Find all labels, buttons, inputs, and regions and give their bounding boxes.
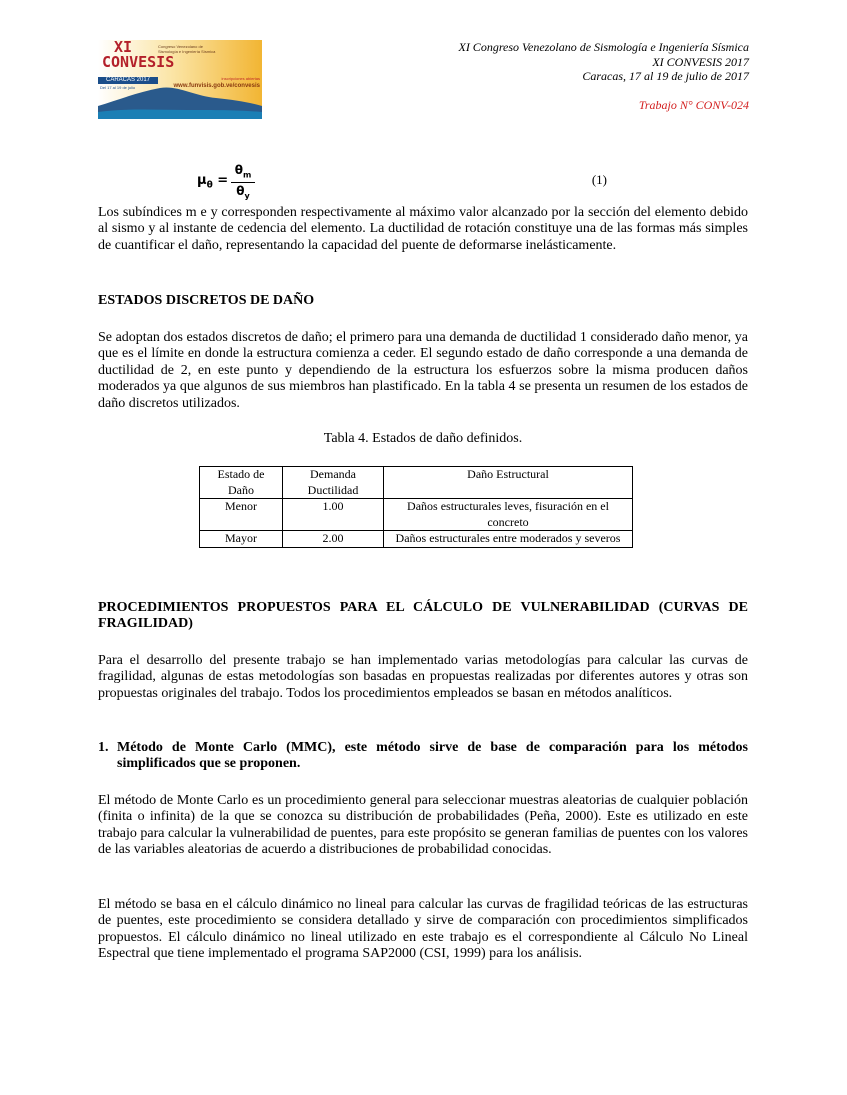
table-header-cell: Demanda Ductilidad xyxy=(283,467,384,499)
paragraph-subindices: Los subíndices m e y corresponden respectivamente al máximo valor alcanzado por la sección del elemento debido al sismo y al instante de cedencia del elemento. La ductilidad de rotación constituye una de las formas más simples de cuantificar el daño, representando la capacidad del puente de deformarse inelásticamente. xyxy=(98,205,748,253)
equation-equals: = xyxy=(217,173,229,188)
equation-number: (1) xyxy=(591,172,607,187)
section-heading-estados: ESTADOS DISCRETOS DE DAÑO xyxy=(98,293,315,308)
equation-denominator-subscript: y xyxy=(244,191,250,201)
equation-lhs-subscript: θ xyxy=(206,180,213,191)
table-header-row xyxy=(200,467,633,499)
convesis-logo xyxy=(98,40,262,119)
table-cell: Daños estructurales leves, fisuración en el concreto xyxy=(384,499,633,531)
equation-numerator-subscript: m xyxy=(242,170,252,180)
congress-place-date: Caracas, 17 al 19 de julio de 2017 xyxy=(582,69,749,84)
logo-dates: Del 17 al 19 de julio xyxy=(100,85,136,90)
numbered-item-1 xyxy=(98,740,748,773)
paragraph-calculo-dinamico: El método se basa en el cálculo dinámico no lineal para calcular las curvas de fragilidad teóricas de las estructuras de puentes, este procedimiento se considera detallado y sirve de comparación con procedimientos simplificados propuestos. El cálculo dinámico no lineal utilizado en este trabajo es el correspondiente al Cálculo No Lineal Espectral que tiene implementado el programa SAP2000 (CSI, 1999) para los análisis. xyxy=(98,897,748,962)
equation-numerator xyxy=(231,163,255,183)
logo-info: inscripciones abiertas xyxy=(221,76,260,81)
equation-numerator-theta: θ xyxy=(234,163,243,177)
equation-fraction xyxy=(231,163,255,205)
logo-title-line1: XI xyxy=(114,38,133,56)
congress-acronym: XI CONVESIS 2017 xyxy=(652,54,749,69)
logo-venue: CARACAS 2017 xyxy=(98,77,158,84)
logo-title-line2: CONVESIS xyxy=(102,53,175,71)
congress-name: XI Congreso Venezolano de Sismología e Ingeniería Sísmica xyxy=(458,40,749,54)
table-cell: 2.00 xyxy=(283,531,384,548)
equation-lhs xyxy=(197,173,228,191)
equation-denominator-theta: θ xyxy=(236,184,245,199)
table-cell: Mayor xyxy=(200,531,283,548)
logo-small-text: Congreso Venezolano de Sismología e Ingeniería Sísmica xyxy=(158,44,216,54)
table-row xyxy=(200,499,633,531)
paragraph-estados: Se adoptan dos estados discretos de daño; el primero para una demanda de ductilidad 1 considerado daño menor, ya que es el límite en donde la estructura comienza a ceder. El segundo estado de daño corresponde a una demanda de ductilidad de 2, en este punto y dependiendo de la estructura los esfuerzos sobre la misma producen daños moderados ya que algunos de sus miembros han plastificado. En la tabla 4 se presenta un resumen de los estados de daño discretos utilizados. xyxy=(98,330,748,411)
damage-states-table xyxy=(199,466,633,548)
table-cell: 1.00 xyxy=(283,499,384,531)
page-header xyxy=(458,40,749,112)
table-header-cell: Daño Estructural xyxy=(384,467,633,499)
numbered-item-text: Método de Monte Carlo (MMC), este método sirve de base de comparación para los métodos simplificados que se proponen. xyxy=(117,740,748,772)
paragraph-metodologias: Para el desarrollo del presente trabajo se han implementado varias metodologías para calcular las curvas de fragilidad, algunas de estas metodologías son basadas en propuestas realizadas por diferentes autores y otras son propuestas originales del trabajo. Todos los procedimientos empleados se basan en métodos analíticos. xyxy=(98,653,748,701)
table-cell: Daños estructurales entre moderados y severos xyxy=(384,531,633,548)
equation-mu: μ xyxy=(197,173,207,188)
paper-number: Trabajo N° CONV-024 xyxy=(638,97,749,112)
section-heading-procedimientos: PROCEDIMIENTOS PROPUESTOS PARA EL CÁLCULO DE VULNERABILIDAD (CURVAS DE FRAGILIDAD) xyxy=(98,600,748,632)
table-row xyxy=(200,531,633,548)
table-cell: Menor xyxy=(200,499,283,531)
equation-denominator xyxy=(231,183,255,204)
numbered-item-number: 1. xyxy=(98,740,109,755)
equation-1 xyxy=(197,163,607,199)
logo-url: www.funvisis.gob.ve/convesis xyxy=(173,83,260,89)
table-header-cell: Estado de Daño xyxy=(200,467,283,499)
table-caption: Tabla 4. Estados de daño definidos. xyxy=(323,431,523,446)
paragraph-monte-carlo: El método de Monte Carlo es un procedimiento general para seleccionar muestras aleatorias de cualquier población (finita o infinita) de la que se conozca su distribución de probabilidades (Peña, 2000). Este es utilizado en este trabajo para calcular la vulnerabilidad de puentes, para este propósito se generan familias de puentes con los valores de las variables aleatorias de acuerdo a distribuciones de probabilidad conocidas. xyxy=(98,793,748,858)
